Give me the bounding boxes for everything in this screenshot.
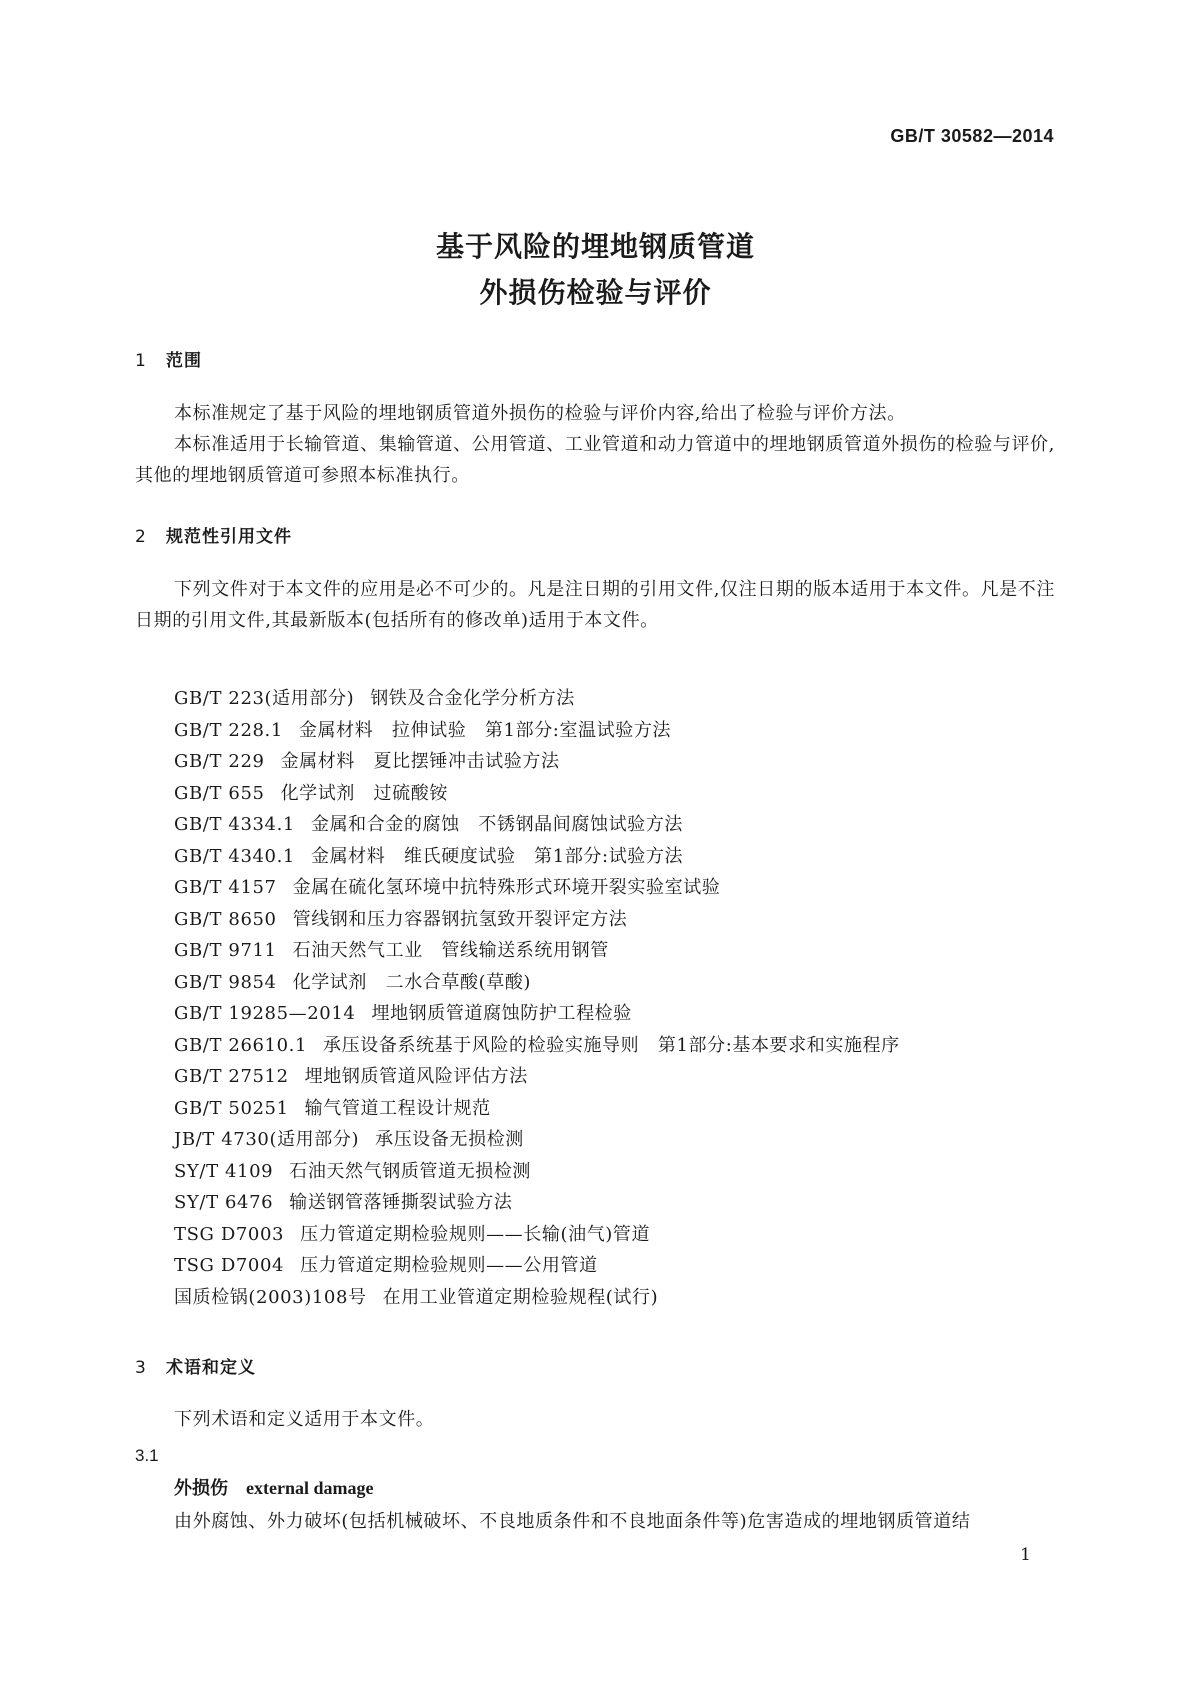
section-number: 3 (135, 1358, 147, 1378)
reference-code: GB/T 9711 (174, 940, 277, 961)
reference-code: GB/T 19285—2014 (174, 1003, 356, 1024)
reference-title: 在用工业管道定期检验规程(试行) (382, 1286, 659, 1308)
term-heading (174, 1474, 373, 1500)
reference-item (174, 967, 900, 999)
standard-code: GB/T 30582—2014 (890, 126, 1054, 146)
reference-title: 输气管道工程设计规范 (304, 1097, 491, 1119)
term-chinese: 外损伤 (174, 1478, 228, 1499)
reference-item (174, 1250, 900, 1282)
reference-item (174, 1282, 900, 1314)
reference-title: 金属材料 夏比摆锤冲击试验方法 (280, 751, 560, 772)
title-line-2: 外损伤检验与评价 (479, 276, 712, 309)
reference-title: 金属材料 维氏硬度试验 第1部分:试验方法 (310, 845, 684, 867)
reference-item (174, 998, 900, 1030)
reference-code: GB/T 8650 (174, 908, 277, 930)
reference-title: 承压设备无损检测 (375, 1129, 524, 1150)
term-number: 3.1 (135, 1446, 159, 1465)
reference-item (174, 904, 900, 936)
page-number: 1 (1020, 1545, 1031, 1565)
reference-item (174, 1219, 900, 1251)
reference-code: GB/T 27512 (174, 1066, 289, 1087)
reference-code: 国质检锅(2003)108号 (174, 1286, 367, 1308)
reference-code: GB/T 655 (174, 782, 265, 804)
reference-item (174, 746, 900, 778)
reference-title: 输送钢管落锤撕裂试验方法 (289, 1192, 513, 1213)
reference-list (174, 683, 900, 1313)
scope-text-2: 本标准适用于长输管道、集输管道、公用管道、工业管道和动力管道中的埋地钢质管道外损伤的检验与评价,其他的埋地钢质管道可参照本标准执行。 (135, 434, 1055, 486)
section-title: 范围 (166, 351, 202, 371)
reference-code: GB/T 9854 (174, 971, 277, 993)
section-title: 规范性引用文件 (166, 527, 292, 547)
section-title: 术语和定义 (166, 1358, 256, 1378)
reference-item (174, 1187, 900, 1219)
reference-title: 化学试剂 二水合草酸(草酸) (292, 971, 532, 993)
terms-intro-text: 下列术语和定义适用于本文件。 (174, 1409, 435, 1430)
reference-title: 金属在硫化氢环境中抗特殊形式环境开裂实验室试验 (292, 877, 721, 898)
reference-code: GB/T 223(适用部分) (174, 688, 355, 709)
reference-code: GB/T 229 (174, 751, 265, 772)
reference-title: 金属材料 拉伸试验 第1部分:室温试验方法 (298, 719, 672, 741)
reference-item (174, 809, 900, 841)
reference-title: 钢铁及合金化学分析方法 (370, 688, 575, 709)
reference-title: 埋地钢质管道风险评估方法 (304, 1066, 528, 1087)
section-heading-scope (135, 346, 202, 371)
terms-intro (135, 1404, 1055, 1435)
reference-item (174, 1061, 900, 1093)
reference-item (174, 1030, 900, 1062)
title-line-1: 基于风险的埋地钢质管道 (435, 230, 755, 263)
reference-item (174, 1124, 900, 1156)
reference-title: 金属和合金的腐蚀 不锈钢晶间腐蚀试验方法 (310, 814, 683, 835)
document-title (0, 224, 1191, 316)
scope-paragraph-1 (135, 398, 1055, 429)
reference-code: TSG D7003 (174, 1223, 285, 1245)
scope-paragraph-2 (135, 429, 1055, 491)
term-definition: 由外腐蚀、外力破坏(包括机械破坏、不良地质条件和不良地面条件等)危害造成的埋地钢质管道结 (174, 1511, 971, 1532)
reference-code: TSG D7004 (174, 1255, 285, 1276)
reference-item (174, 778, 900, 810)
section-heading-normative (135, 522, 292, 547)
reference-code: SY/T 6476 (174, 1192, 274, 1213)
reference-item (174, 841, 900, 873)
reference-code: GB/T 228.1 (174, 719, 283, 741)
reference-code: GB/T 4334.1 (174, 814, 295, 835)
reference-code: SY/T 4109 (174, 1160, 274, 1182)
section-number: 1 (135, 351, 147, 371)
term-english: external damage (246, 1478, 374, 1498)
reference-title: 化学试剂 过硫酸铵 (280, 782, 448, 804)
reference-item (174, 872, 900, 904)
reference-title: 石油天然气钢质管道无损检测 (289, 1160, 532, 1182)
reference-item (174, 1156, 900, 1188)
reference-title: 石油天然气工业 管线输送系统用钢管 (292, 940, 609, 961)
reference-item (174, 1093, 900, 1125)
reference-title: 压力管道定期检验规则——公用管道 (300, 1255, 598, 1276)
reference-item (174, 683, 900, 715)
normative-intro (135, 574, 1055, 636)
reference-item (174, 715, 900, 747)
normative-intro-text: 下列文件对于本文件的应用是必不可少的。凡是注日期的引用文件,仅注日期的版本适用于本文件。凡是不注日期的引用文件,其最新版本(包括所有的修改单)适用于本文件。 (135, 579, 1055, 631)
reference-title: 埋地钢质管道腐蚀防护工程检验 (371, 1003, 632, 1024)
reference-code: GB/T 4340.1 (174, 845, 295, 867)
section-heading-terms (135, 1353, 256, 1378)
reference-code: GB/T 50251 (174, 1097, 289, 1119)
section-number: 2 (135, 527, 147, 547)
reference-code: GB/T 4157 (174, 877, 277, 898)
reference-item (174, 935, 900, 967)
scope-text-1: 本标准规定了基于风险的埋地钢质管道外损伤的检验与评价内容,给出了检验与评价方法。 (174, 403, 906, 424)
reference-title: 管线钢和压力容器钢抗氢致开裂评定方法 (292, 908, 628, 930)
reference-title: 压力管道定期检验规则——长输(油气)管道 (300, 1223, 651, 1245)
reference-code: GB/T 26610.1 (174, 1034, 308, 1056)
reference-title: 承压设备系统基于风险的检验实施导则 第1部分:基本要求和实施程序 (323, 1034, 900, 1056)
reference-code: JB/T 4730(适用部分) (174, 1129, 360, 1150)
